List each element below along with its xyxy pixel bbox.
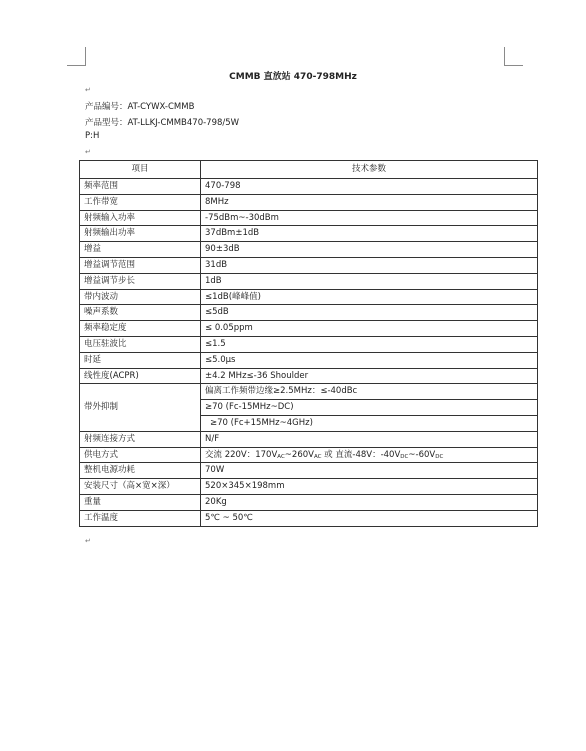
table-row: 整机电源功耗 70W — [80, 463, 538, 479]
table-row: 噪声系数 ≤5dB — [80, 305, 538, 321]
table-row: 增益调节步长 1dB — [80, 273, 538, 289]
paragraph-mark-icon: ↵ — [85, 537, 91, 545]
product-number: 产品编号：AT-CYWX-CMMB — [85, 102, 195, 112]
table-row: 电压驻波比 ≤1.5 — [80, 336, 538, 352]
table-row: 射频连接方式 N/F — [80, 431, 538, 447]
table-row: 射频输出功率 37dBm±1dB — [80, 226, 538, 242]
table-row-oob: ≥70 (Fc-15MHz~DC) — [80, 400, 538, 416]
paragraph-mark-icon: ↵ — [85, 148, 91, 156]
table-row: 工作带宽 8MHz — [80, 194, 538, 210]
table-row: 带内波动 ≤1dB(峰峰值) — [80, 289, 538, 305]
table-row: 线性度(ACPR) ±4.2 MHz≤-36 Shoulder — [80, 368, 538, 384]
table-row: 时延 ≤5.0μs — [80, 352, 538, 368]
table-header-row — [80, 161, 538, 179]
header-param: 技术参数 — [201, 161, 538, 179]
table-row: 工作温度 5℃ ~ 50℃ — [80, 510, 538, 526]
oob-label: 带外抑制 — [80, 384, 201, 431]
table-row: 频率范围 470-798 — [80, 179, 538, 195]
document-title: CMMB 直放站 470-798MHz — [229, 72, 357, 82]
table-row-power: 供电方式 交流 220V：$170V_{AC}\sim 260V_{AC}$ 或 直流-48V：$-40V_{DC}\sim-60V_{DC}$ — [80, 447, 538, 463]
table-row: 重量 20Kg — [80, 494, 538, 510]
table-row-oob: 带外抑制 偏离工作频带边缘≥2.5MHz：≤-40dBc — [80, 384, 538, 400]
spec-table — [79, 160, 538, 527]
table-row: 安装尺寸（高×宽×深） 520×345×198mm — [80, 479, 538, 495]
header-item: 项目 — [80, 161, 201, 179]
table-row-oob: ≥70 (Fc+15MHz~4GHz) — [80, 415, 538, 431]
ph-line: P:H — [85, 131, 100, 141]
table-row: 射频输入功率 -75dBm~-30dBm — [80, 210, 538, 226]
crop-mark-top-left — [67, 47, 86, 66]
paragraph-mark-icon: ↵ — [85, 86, 91, 94]
table-row: 频率稳定度 ≤ 0.05ppm — [80, 321, 538, 337]
table-row: 增益 90±3dB — [80, 242, 538, 258]
table-row: 增益调节范围 31dB — [80, 257, 538, 273]
product-model: 产品型号：AT-LLKJ-CMMB470-798/5W — [85, 118, 240, 128]
power-value: 交流 220V：$170V_{AC}\sim 260V_{AC}$ 或 直流-48V：$-40V_{DC}\sim-60V_{DC}$ — [201, 447, 538, 463]
crop-mark-top-right — [504, 47, 523, 66]
